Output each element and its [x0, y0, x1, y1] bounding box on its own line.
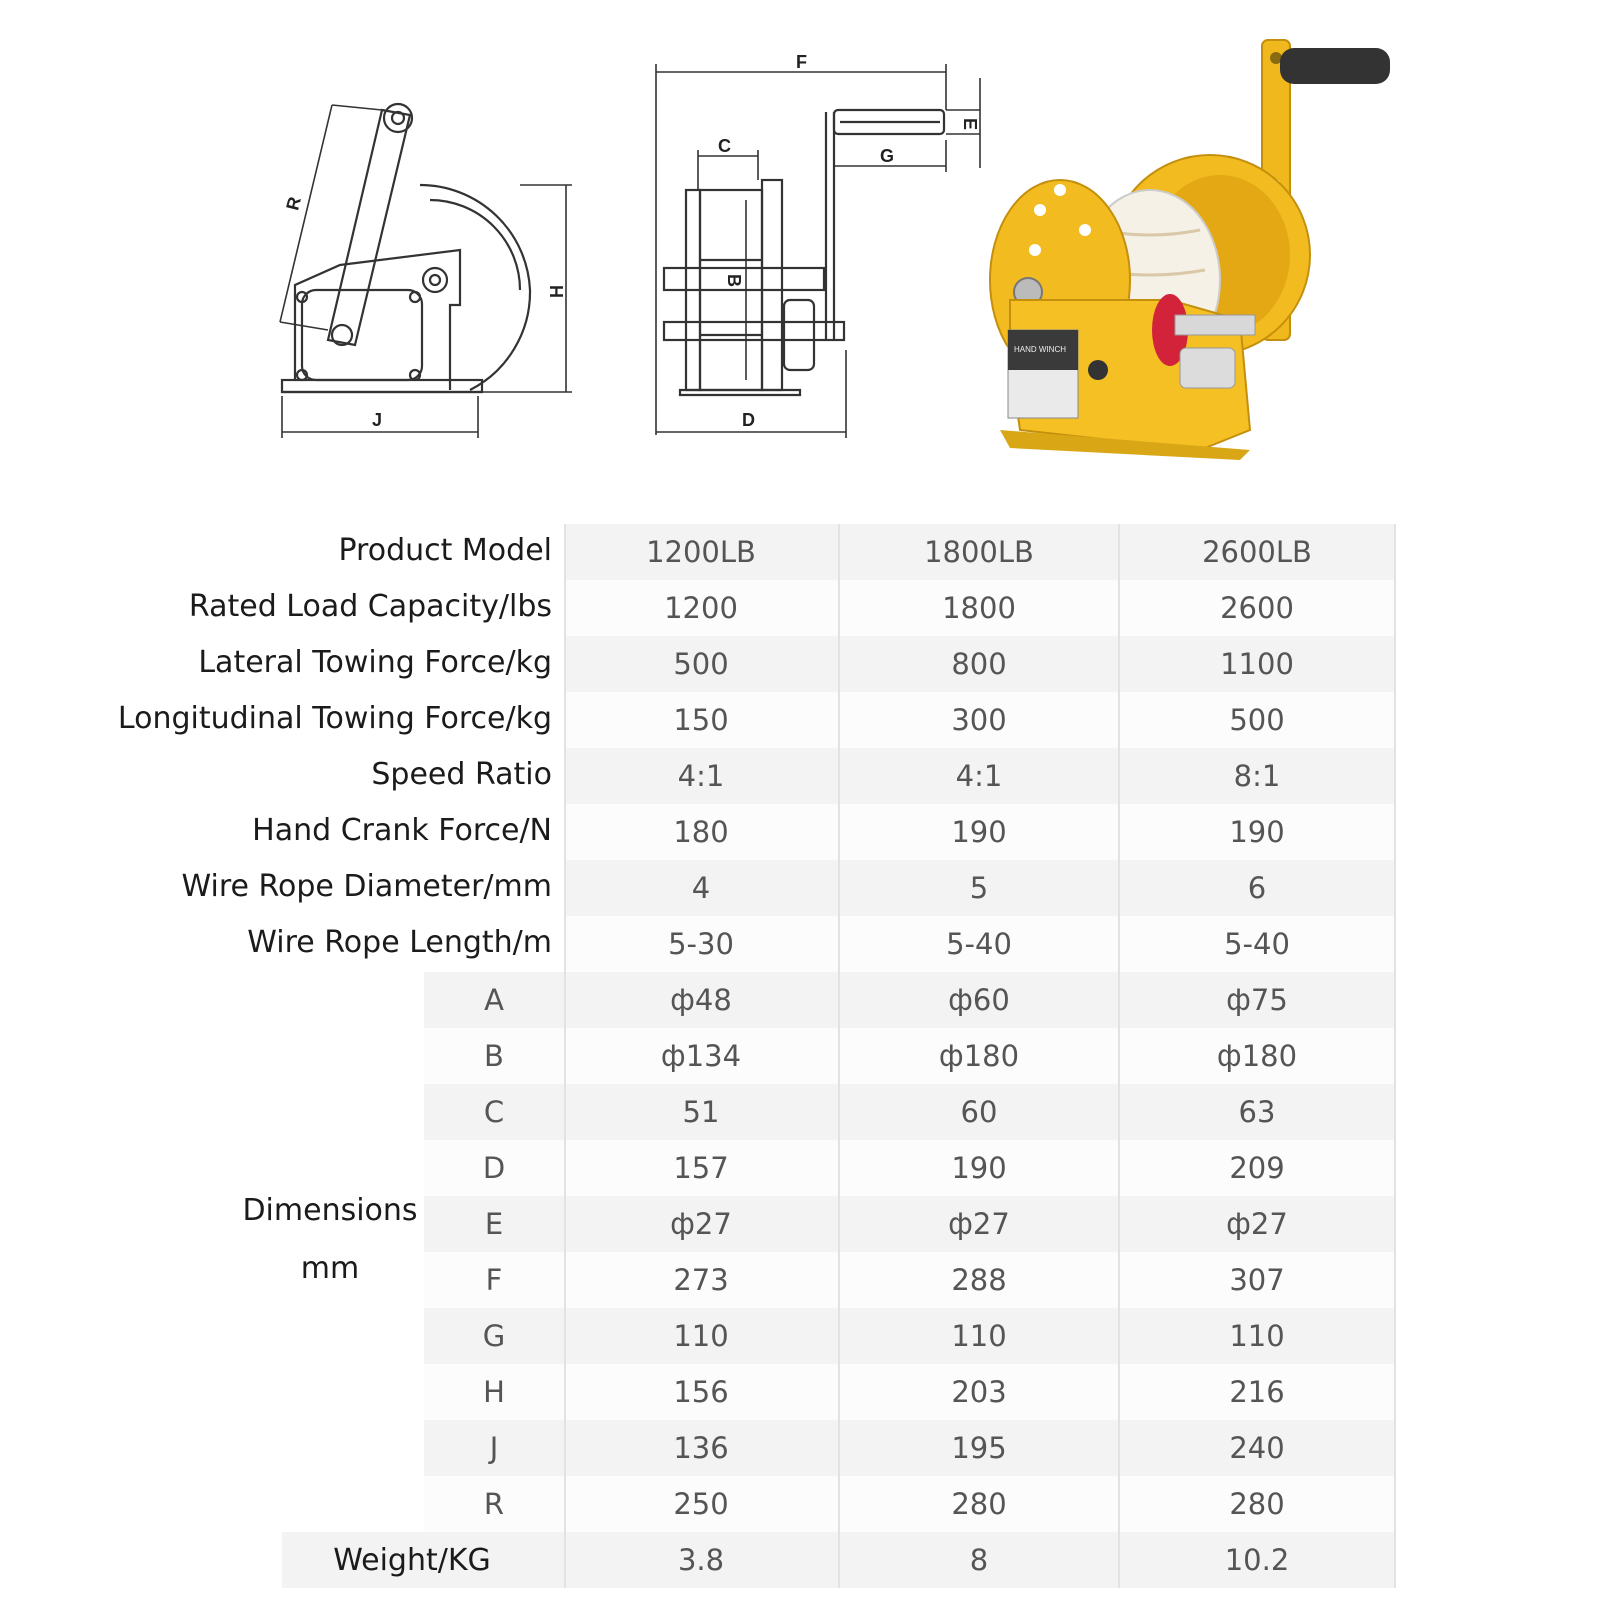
dimension-cell: 110 — [564, 1308, 838, 1364]
dimension-cell: 240 — [1120, 1420, 1394, 1476]
dimension-cell: 195 — [840, 1420, 1118, 1476]
dimensions-label: Dimensions mm — [242, 1193, 418, 1286]
table-column-divider — [1394, 524, 1396, 1588]
dimension-key: B — [484, 1039, 504, 1073]
dimension-cell: 110 — [1120, 1308, 1394, 1364]
spec-cell: 500 — [1120, 692, 1394, 748]
spec-cell: 180 — [564, 804, 838, 860]
dimension-key: C — [483, 1095, 505, 1129]
dimension-cell: 280 — [840, 1476, 1118, 1532]
dimension-cell: ф75 — [1120, 972, 1394, 1028]
dim-label-d: D — [742, 410, 755, 430]
weight-cell: 8 — [840, 1532, 1118, 1588]
dimension-cell: ф134 — [564, 1028, 838, 1084]
dimension-key: A — [484, 983, 504, 1017]
table-column-divider — [838, 524, 840, 1588]
spec-cell: 8:1 — [1120, 748, 1394, 804]
spec-cell: 5-40 — [1120, 916, 1394, 972]
row-label: Wire Rope Length/m — [247, 924, 552, 960]
dimension-key: G — [482, 1319, 506, 1353]
spec-cell: 4:1 — [840, 748, 1118, 804]
spec-cell: 1100 — [1120, 636, 1394, 692]
dimension-key: F — [485, 1263, 503, 1297]
dim-label-c: C — [718, 136, 731, 156]
dimension-cell: 156 — [564, 1364, 838, 1420]
row-label: Product Model — [338, 532, 552, 568]
spec-cell: 5-30 — [564, 916, 838, 972]
dimension-cell: ф27 — [1120, 1196, 1394, 1252]
dim-label-e: E — [960, 118, 980, 131]
dimension-key: J — [489, 1431, 499, 1465]
spec-cell: 5 — [840, 860, 1118, 916]
spec-cell: 190 — [1120, 804, 1394, 860]
dimension-cell: 157 — [564, 1140, 838, 1196]
dimension-key: D — [482, 1151, 506, 1185]
model-header: 2600LB — [1120, 524, 1394, 580]
row-label: Hand Crank Force/N — [252, 812, 552, 848]
dimension-cell: 209 — [1120, 1140, 1394, 1196]
dimension-cell: ф180 — [840, 1028, 1118, 1084]
spec-cell: 2600 — [1120, 580, 1394, 636]
dimension-cell: 273 — [564, 1252, 838, 1308]
dim-label-g: G — [880, 146, 895, 166]
dim-label-h: H — [547, 285, 567, 298]
spec-cell: 5-40 — [840, 916, 1118, 972]
dimension-cell: 288 — [840, 1252, 1118, 1308]
dimension-cell: 110 — [840, 1308, 1118, 1364]
dimension-cell: 51 — [564, 1084, 838, 1140]
row-label: Lateral Towing Force/kg — [198, 644, 552, 680]
dimension-cell: 216 — [1120, 1364, 1394, 1420]
spec-cell: 150 — [564, 692, 838, 748]
table-column-divider — [564, 524, 566, 1588]
weight-label: Weight/KG — [333, 1542, 491, 1578]
dimension-cell: 250 — [564, 1476, 838, 1532]
spec-cell: 500 — [564, 636, 838, 692]
spec-cell: 190 — [840, 804, 1118, 860]
dim-label-j: J — [372, 410, 383, 430]
dimension-cell: 307 — [1120, 1252, 1394, 1308]
spec-cell: 300 — [840, 692, 1118, 748]
dim-label-r: R — [282, 194, 305, 213]
dimension-cell: 136 — [564, 1420, 838, 1476]
dimension-cell: ф180 — [1120, 1028, 1394, 1084]
dimension-cell: 60 — [840, 1084, 1118, 1140]
row-label: Longitudinal Towing Force/kg — [117, 700, 552, 736]
spec-cell: 4 — [564, 860, 838, 916]
dimension-key: R — [483, 1487, 505, 1521]
dimension-key: E — [484, 1207, 504, 1241]
dimension-cell: ф48 — [564, 972, 838, 1028]
dimension-cell: ф60 — [840, 972, 1118, 1028]
model-header: 1800LB — [840, 524, 1118, 580]
weight-cell: 10.2 — [1120, 1532, 1394, 1588]
spec-cell: 1200 — [564, 580, 838, 636]
dimension-cell: 190 — [840, 1140, 1118, 1196]
dimension-cell: 203 — [840, 1364, 1118, 1420]
spec-cell: 1800 — [840, 580, 1118, 636]
weight-cell: 3.8 — [564, 1532, 838, 1588]
row-label: Wire Rope Diameter/mm — [181, 868, 552, 904]
row-label: Rated Load Capacity/lbs — [188, 588, 552, 624]
dim-label-f: F — [796, 52, 807, 72]
winch-plate-text: HAND WINCH — [1014, 345, 1066, 354]
spec-cell: 800 — [840, 636, 1118, 692]
dim-label-b: B — [724, 274, 744, 287]
dimension-cell: ф27 — [564, 1196, 838, 1252]
dimension-cell: ф27 — [840, 1196, 1118, 1252]
dimension-cell: 280 — [1120, 1476, 1394, 1532]
dimension-key: H — [483, 1375, 505, 1409]
spec-cell: 6 — [1120, 860, 1394, 916]
spec-cell: 4:1 — [564, 748, 838, 804]
dimension-cell: 63 — [1120, 1084, 1394, 1140]
table-column-divider — [1118, 524, 1120, 1588]
row-label: Speed Ratio — [371, 756, 552, 792]
model-header: 1200LB — [564, 524, 838, 580]
